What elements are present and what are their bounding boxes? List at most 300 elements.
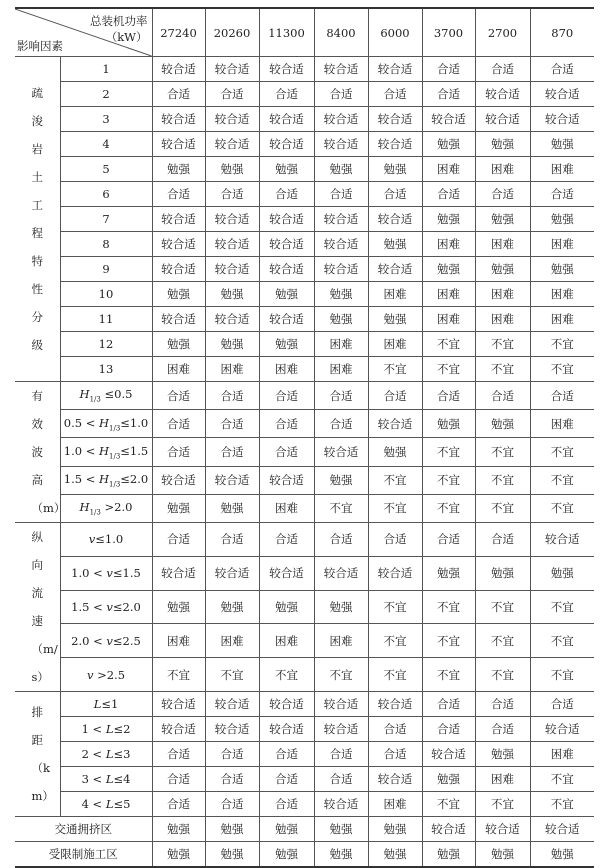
condition-text: 5: [102, 162, 110, 176]
condition-text: 11: [98, 312, 114, 326]
suitability-cell: 较合适: [314, 717, 368, 742]
suitability-cell: 勉强: [475, 556, 530, 590]
condition-cell: [60, 107, 152, 132]
suitability-cell: 较合适: [368, 207, 422, 232]
suitability-cell: 不宜: [530, 658, 594, 692]
suitability-cell: 较合适: [475, 82, 530, 107]
condition-cell: [60, 438, 152, 466]
suitability-cell: 较合适: [205, 132, 259, 157]
suitability-cell: 困难: [314, 357, 368, 382]
suitability-cell: 较合适: [205, 466, 259, 494]
suitability-cell: 较合适: [475, 107, 530, 132]
condition-cell: [60, 257, 152, 282]
suitability-cell: 困难: [422, 282, 475, 307]
suitability-cell: 不宜: [422, 332, 475, 357]
suitability-cell: 勉强: [152, 157, 205, 182]
suitability-cell: 较合适: [368, 410, 422, 438]
suitability-cell: 较合适: [422, 107, 475, 132]
condition-text: 3 <: [81, 772, 106, 786]
suitability-cell: 勉强: [152, 817, 205, 842]
condition-variable: H: [79, 500, 90, 515]
table-row: [15, 207, 594, 232]
suitability-cell: 合适: [205, 792, 259, 817]
suitability-cell: 勉强: [205, 590, 259, 624]
suitability-cell: 不宜: [422, 792, 475, 817]
table-row: [15, 410, 594, 438]
suitability-cell: 困难: [530, 282, 594, 307]
table-row: [15, 157, 594, 182]
suitability-cell: 较合适: [314, 792, 368, 817]
condition-text: 1.5 <: [63, 472, 99, 486]
suitability-cell: 困难: [259, 357, 314, 382]
group-label: 排距（km）: [31, 705, 54, 803]
suitability-cell: 困难: [530, 307, 594, 332]
group-label-cell: [15, 382, 66, 523]
condition-text: 1.5 <: [71, 599, 107, 614]
suitability-cell: 勉强: [314, 466, 368, 494]
suitability-cell: 较合适: [205, 307, 259, 332]
table-row: [15, 523, 594, 557]
table-row: [15, 717, 594, 742]
suitability-cell: 不宜: [530, 590, 594, 624]
condition-variable: v: [106, 633, 113, 648]
condition-text: 10: [98, 287, 114, 301]
table-row: [15, 232, 594, 257]
suitability-cell: 勉强: [152, 590, 205, 624]
suitability-cell: 困难: [152, 624, 205, 658]
suitability-cell: 不宜: [530, 466, 594, 494]
suitability-cell: 合适: [314, 523, 368, 557]
suitability-cell: 勉强: [259, 817, 314, 842]
corner-header-cell: [15, 8, 152, 57]
suitability-cell: 合适: [259, 742, 314, 767]
suitability-cell: 不宜: [475, 494, 530, 522]
suitability-cell: 合适: [422, 182, 475, 207]
condition-variable: v: [88, 532, 96, 547]
suitability-cell: 较合适: [152, 556, 205, 590]
condition-cell: [60, 282, 152, 307]
power-column-header: 27240: [152, 8, 205, 57]
suitability-cell: 不宜: [530, 792, 594, 817]
suitability-cell: 较合适: [368, 692, 422, 717]
suitability-cell: 勉强: [368, 438, 422, 466]
suitability-cell: 不宜: [205, 658, 259, 692]
suitability-cell: 合适: [475, 57, 530, 82]
table-row: [15, 466, 594, 494]
condition-variable: L: [93, 697, 102, 711]
condition-variable: v: [86, 667, 94, 682]
suitability-cell: 困难: [422, 232, 475, 257]
condition-cell: [60, 494, 152, 522]
suitability-cell: 困难: [475, 232, 530, 257]
suitability-cell: 较合适: [259, 107, 314, 132]
suitability-cell: 合适: [368, 182, 422, 207]
suitability-cell: 勉强: [530, 207, 594, 232]
suitability-cell: 困难: [152, 357, 205, 382]
table-row: [15, 658, 594, 692]
suitability-cell: 不宜: [530, 438, 594, 466]
suitability-cell: 较合适: [205, 57, 259, 82]
suitability-cell: 合适: [205, 767, 259, 792]
table-row: [15, 307, 594, 332]
suitability-cell: 较合适: [152, 717, 205, 742]
suitability-cell: 不宜: [314, 658, 368, 692]
suitability-cell: 勉强: [259, 590, 314, 624]
suitability-cell: 较合适: [530, 717, 594, 742]
table-row: [15, 257, 594, 282]
table-row: [15, 624, 594, 658]
suitability-cell: 合适: [530, 692, 594, 717]
suitability-cell: 合适: [475, 717, 530, 742]
suitability-cell: 勉强: [368, 232, 422, 257]
suitability-cell: 较合适: [259, 717, 314, 742]
suitability-cell: 较合适: [259, 466, 314, 494]
suitability-cell: 合适: [152, 742, 205, 767]
condition-text: ≤2.0: [112, 599, 141, 614]
suitability-cell: 较合适: [259, 257, 314, 282]
condition-text: 1.0 <: [71, 566, 107, 581]
suitability-cell: 较合适: [152, 207, 205, 232]
condition-cell: [60, 556, 152, 590]
suitability-cell: 勉强: [259, 332, 314, 357]
suitability-cell: 合适: [314, 82, 368, 107]
suitability-cell: 勉强: [368, 307, 422, 332]
condition-cell: [60, 717, 152, 742]
suitability-cell: 合适: [205, 382, 259, 410]
suitability-cell: 合适: [422, 523, 475, 557]
condition-text: 3: [102, 112, 110, 126]
suitability-cell: 较合适: [259, 132, 314, 157]
condition-variable: v: [106, 566, 113, 581]
condition-variable: L: [105, 797, 114, 811]
condition-cell: [60, 523, 152, 557]
suitability-cell: 不宜: [475, 438, 530, 466]
table-row: [15, 556, 594, 590]
suitability-cell: 合适: [152, 767, 205, 792]
suitability-cell: 困难: [314, 624, 368, 658]
suitability-cell: 不宜: [475, 332, 530, 357]
group-label: 有效波高（m）: [31, 389, 66, 515]
condition-text: 2 <: [81, 747, 106, 761]
suitability-cell: 不宜: [368, 494, 422, 522]
suitability-cell: 合适: [259, 792, 314, 817]
suitability-cell: 合适: [422, 382, 475, 410]
suitability-cell: 合适: [259, 82, 314, 107]
suitability-cell: 合适: [422, 692, 475, 717]
condition-text: ≤1: [101, 697, 119, 711]
condition-cell: [60, 157, 152, 182]
condition-text: ≤1.5: [112, 566, 141, 581]
condition-variable: L: [105, 772, 114, 786]
condition-text: ≤0.5: [100, 387, 133, 402]
suitability-cell: 合适: [368, 382, 422, 410]
suitability-cell: 较合适: [152, 466, 205, 494]
suitability-cell: 合适: [205, 438, 259, 466]
condition-cell: [60, 307, 152, 332]
suitability-cell: 较合适: [205, 556, 259, 590]
table-row: [15, 332, 594, 357]
condition-text: ≤5: [113, 797, 131, 811]
condition-cell: [60, 182, 152, 207]
table-row: [15, 692, 594, 717]
suitability-cell: 困难: [205, 357, 259, 382]
suitability-cell: 较合适: [314, 438, 368, 466]
condition-variable: L: [105, 722, 114, 736]
suitability-cell: 较合适: [205, 207, 259, 232]
suitability-cell: 勉强: [152, 332, 205, 357]
suitability-cell: 困难: [475, 767, 530, 792]
suitability-cell: 较合适: [259, 232, 314, 257]
suitability-cell: 勉强: [530, 842, 594, 868]
suitability-cell: 勉强: [530, 257, 594, 282]
suitability-cell: 勉强: [205, 817, 259, 842]
suitability-cell: 勉强: [205, 494, 259, 522]
suitability-cell: 合适: [368, 523, 422, 557]
condition-text: ≤1.5: [120, 443, 149, 458]
special-factor-label: 交通拥挤区: [15, 817, 152, 842]
suitability-cell: 勉强: [368, 817, 422, 842]
suitability-cell: 合适: [152, 438, 205, 466]
suitability-cell: 合适: [422, 82, 475, 107]
table-row: [15, 792, 594, 817]
power-column-header: 3700: [422, 8, 475, 57]
suitability-cell: 勉强: [259, 282, 314, 307]
power-column-header: 8400: [314, 8, 368, 57]
table-row: [15, 57, 594, 82]
suitability-cell: 困难: [368, 332, 422, 357]
suitability-cell: 合适: [368, 742, 422, 767]
suitability-cell: 勉强: [422, 842, 475, 868]
suitability-cell: 勉强: [205, 282, 259, 307]
suitability-cell: 勉强: [422, 257, 475, 282]
condition-text: 4 <: [81, 797, 106, 811]
suitability-cell: 合适: [205, 182, 259, 207]
table-row: [15, 132, 594, 157]
table-row: [15, 282, 594, 307]
power-column-header: 6000: [368, 8, 422, 57]
suitability-cell: 不宜: [475, 658, 530, 692]
suitability-cell: 困难: [475, 157, 530, 182]
condition-text: 7: [102, 212, 110, 226]
suitability-cell: 不宜: [422, 494, 475, 522]
group-label-cell: [15, 57, 60, 382]
condition-cell: [60, 82, 152, 107]
suitability-cell: 困难: [314, 332, 368, 357]
suitability-cell: 合适: [368, 82, 422, 107]
condition-cell: [60, 742, 152, 767]
suitability-cell: 较合适: [368, 767, 422, 792]
suitability-cell: 勉强: [475, 742, 530, 767]
suitability-cell: 合适: [259, 410, 314, 438]
suitability-cell: 合适: [314, 742, 368, 767]
table-row: [15, 817, 594, 842]
group-label-cell: [15, 692, 60, 817]
suitability-cell: 较合适: [205, 107, 259, 132]
condition-text: 1: [102, 62, 110, 76]
condition-cell: [60, 767, 152, 792]
condition-text: ≤2: [113, 722, 131, 736]
suitability-cell: 较合适: [422, 817, 475, 842]
suitability-cell: 较合适: [152, 692, 205, 717]
suitability-cell: 较合适: [314, 556, 368, 590]
suitability-cell: 较合适: [205, 232, 259, 257]
suitability-cell: 勉强: [475, 257, 530, 282]
condition-text: 2: [102, 87, 110, 101]
suitability-cell: 合适: [314, 382, 368, 410]
suitability-cell: 困难: [205, 624, 259, 658]
suitability-cell: 不宜: [475, 357, 530, 382]
suitability-cell: 较合适: [152, 107, 205, 132]
suitability-cell: 较合适: [530, 817, 594, 842]
suitability-cell: 较合适: [152, 132, 205, 157]
suitability-cell: 较合适: [422, 742, 475, 767]
condition-text: 6: [102, 187, 110, 201]
condition-text: 1 <: [81, 722, 106, 736]
suitability-cell: 合适: [368, 717, 422, 742]
suitability-cell: 不宜: [152, 658, 205, 692]
suitability-cell: 合适: [205, 523, 259, 557]
suitability-cell: 合适: [314, 410, 368, 438]
suitability-cell: 合适: [259, 767, 314, 792]
suitability-cell: 不宜: [422, 438, 475, 466]
condition-text: 13: [98, 362, 114, 376]
suitability-cell: 较合适: [530, 107, 594, 132]
suitability-cell: 勉强: [314, 282, 368, 307]
condition-cell: [60, 132, 152, 157]
condition-subscript: 1/3: [109, 480, 121, 489]
suitability-cell: 不宜: [259, 658, 314, 692]
suitability-cell: 合适: [205, 82, 259, 107]
condition-text: >2.5: [93, 667, 126, 682]
suitability-cell: 合适: [152, 82, 205, 107]
suitability-cell: 困难: [475, 282, 530, 307]
suitability-cell: 勉强: [530, 132, 594, 157]
suitability-cell: 勉强: [259, 842, 314, 868]
suitability-cell: 勉强: [152, 282, 205, 307]
table-row: [15, 438, 594, 466]
condition-variable: H: [99, 443, 110, 458]
condition-variable: v: [106, 599, 113, 614]
suitability-cell: 较合适: [368, 132, 422, 157]
condition-text: 8: [102, 237, 110, 251]
suitability-cell: 合适: [205, 742, 259, 767]
suitability-cell: 困难: [259, 624, 314, 658]
suitability-cell: 不宜: [530, 624, 594, 658]
condition-cell: [60, 590, 152, 624]
condition-variable: L: [105, 747, 114, 761]
table-row: [15, 382, 594, 410]
suitability-cell: 合适: [314, 182, 368, 207]
suitability-cell: 不宜: [422, 466, 475, 494]
suitability-cell: 不宜: [530, 494, 594, 522]
suitability-cell: 较合适: [152, 307, 205, 332]
suitability-cell: 较合适: [259, 307, 314, 332]
condition-cell: [60, 658, 152, 692]
suitability-cell: 困难: [530, 410, 594, 438]
condition-text: 9: [102, 262, 110, 276]
suitability-cell: 勉强: [205, 332, 259, 357]
suitability-cell: 合适: [152, 410, 205, 438]
table-row: [15, 767, 594, 792]
condition-cell: [60, 57, 152, 82]
condition-text: ≤3: [113, 747, 131, 761]
suitability-cell: 合适: [422, 57, 475, 82]
suitability-cell: 合适: [152, 182, 205, 207]
suitability-cell: 勉强: [422, 556, 475, 590]
suitability-cell: 不宜: [368, 658, 422, 692]
suitability-cell: 勉强: [422, 767, 475, 792]
suitability-cell: 较合适: [152, 57, 205, 82]
suitability-cell: 合适: [475, 182, 530, 207]
suitability-cell: 困难: [422, 307, 475, 332]
condition-text: 2.0 <: [71, 633, 107, 648]
suitability-cell: 勉强: [475, 132, 530, 157]
condition-text: 1.0 <: [63, 443, 99, 458]
corner-power-label: 总装机功率: [90, 14, 148, 28]
condition-cell: [60, 792, 152, 817]
suitability-cell: 勉强: [314, 590, 368, 624]
suitability-cell: 不宜: [475, 590, 530, 624]
suitability-cell: 较合适: [314, 207, 368, 232]
condition-text: ≤1.0: [120, 415, 149, 430]
suitability-cell: 勉强: [368, 842, 422, 868]
suitability-cell: 不宜: [530, 332, 594, 357]
suitability-cell: 较合适: [314, 57, 368, 82]
suitability-cell: 困难: [475, 307, 530, 332]
suitability-cell: 合适: [422, 717, 475, 742]
suitability-cell: 不宜: [368, 466, 422, 494]
suitability-cell: 不宜: [475, 624, 530, 658]
suitability-cell: 勉强: [259, 157, 314, 182]
condition-text: ≤4: [113, 772, 131, 786]
suitability-cell: 合适: [259, 182, 314, 207]
suitability-cell: 合适: [530, 57, 594, 82]
header-row: [15, 8, 594, 57]
suitability-cell: 较合适: [530, 523, 594, 557]
condition-subscript: 1/3: [89, 395, 101, 404]
suitability-cell: 较合适: [314, 132, 368, 157]
suitability-cell: 较合适: [152, 257, 205, 282]
suitability-cell: 不宜: [422, 624, 475, 658]
table-row: [15, 107, 594, 132]
condition-variable: H: [99, 415, 110, 430]
condition-text: 0.5 <: [63, 415, 99, 430]
suitability-cell: 合适: [152, 382, 205, 410]
suitability-cell: 困难: [368, 792, 422, 817]
suitability-cell: 较合适: [314, 692, 368, 717]
suitability-cell: 不宜: [530, 357, 594, 382]
suitability-cell: 较合适: [368, 257, 422, 282]
table-row: [15, 590, 594, 624]
suitability-cell: 合适: [314, 767, 368, 792]
suitability-cell: 不宜: [422, 357, 475, 382]
suitability-cell: 较合适: [368, 556, 422, 590]
suitability-cell: 不宜: [368, 590, 422, 624]
condition-cell: [60, 382, 152, 410]
suitability-cell: 合适: [259, 382, 314, 410]
suitability-cell: 勉强: [368, 157, 422, 182]
suitability-cell: 勉强: [205, 157, 259, 182]
suitability-cell: 合适: [152, 523, 205, 557]
power-column-header: 2700: [475, 8, 530, 57]
suitability-cell: 较合适: [259, 556, 314, 590]
suitability-cell: 较合适: [530, 82, 594, 107]
group-label: 纵向流速（m/s）: [31, 530, 58, 684]
special-factor-label: 受限制施工区: [15, 842, 152, 868]
suitability-cell: 较合适: [368, 107, 422, 132]
dredger-suitability-table: [15, 7, 594, 868]
table-row: [15, 742, 594, 767]
